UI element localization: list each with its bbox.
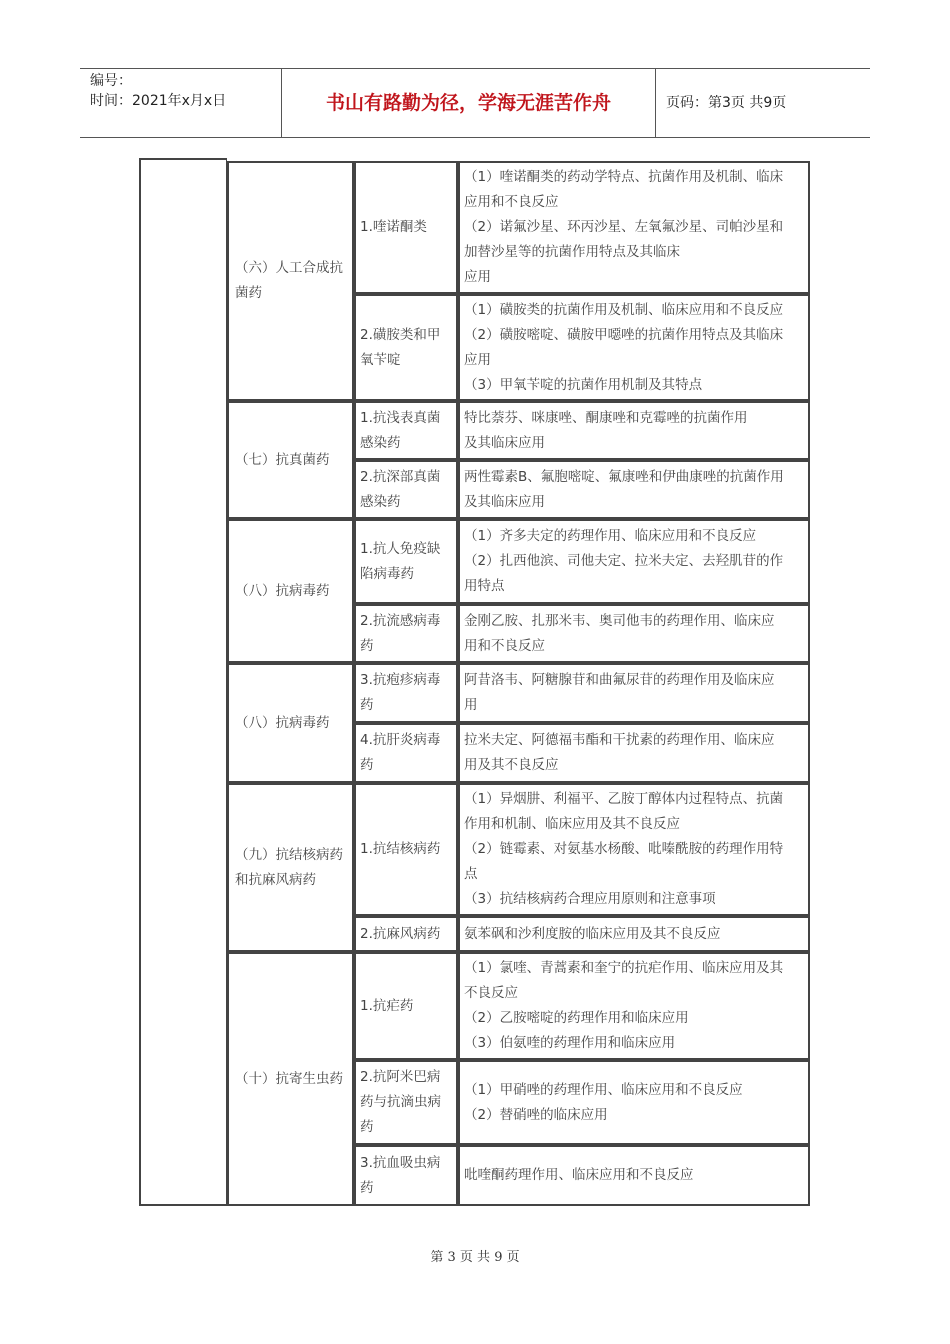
desc-text: 阿昔洛韦、阿糖腺苷和曲氟尿苷的药理作用及临床应 用 xyxy=(464,672,775,713)
desc-text: （1）喹诺酮类的药动学特点、抗菌作用及机制、临床 应用和不良反应 （2）诺氟沙星、环丙沙星、左氧氟沙星、司帕沙星和 加替沙星等的抗菌作用特点及其临床 应用 xyxy=(464,169,784,285)
desc-cell xyxy=(458,1060,810,1145)
category-cell: （七）抗真菌药 xyxy=(227,401,354,519)
desc-cell xyxy=(458,952,810,1060)
category-cell: （八）抗病毒药 xyxy=(227,519,354,663)
desc-text: 金刚乙胺、扎那米韦、奥司他韦的药理作用、临床应 用和不良反应 xyxy=(464,612,775,654)
desc-cell xyxy=(458,1145,810,1206)
item-cell: 2.抗麻风病药 xyxy=(354,916,458,952)
desc-cell xyxy=(458,916,810,952)
desc-cell xyxy=(458,401,810,460)
item-cell: 1.抗结核病药 xyxy=(354,783,458,916)
item-cell: 3.抗疱疹病毒药 xyxy=(354,663,458,723)
desc-cell xyxy=(458,519,810,604)
desc-text: （1）齐多夫定的药理作用、临床应用和不良反应 （2）扎西他滨、司他夫定、拉米夫定、去羟肌苷的作 用特点 xyxy=(464,528,784,594)
category-cell: （十）抗寄生虫药 xyxy=(227,952,354,1206)
desc-text: 氨苯砜和沙利度胺的临床应用及其不良反应 xyxy=(464,925,721,942)
desc-cell xyxy=(458,161,810,294)
desc-text: 拉米夫定、阿德福韦酯和干扰素的药理作用、临床应 用及其不良反应 xyxy=(464,732,775,773)
header-meta xyxy=(80,69,282,137)
item-cell: 2.抗深部真菌感染药 xyxy=(354,460,458,519)
desc-text: 两性霉素B、氟胞嘧啶、氟康唑和伊曲康唑的抗菌作用 及其临床应用 xyxy=(464,468,784,510)
item-cell: 1.抗浅表真菌感染药 xyxy=(354,401,458,460)
item-cell: 2.抗阿米巴病药与抗滴虫病药 xyxy=(354,1060,458,1145)
category-cell: （八）抗病毒药 xyxy=(227,663,354,783)
item-cell: 1.抗疟药 xyxy=(354,952,458,1060)
document-date: 时间：2021年x月x日 xyxy=(90,93,227,109)
item-cell: 2.磺胺类和甲氧苄啶 xyxy=(354,294,458,401)
category-cell: （六）人工合成抗菌药 xyxy=(227,161,354,401)
desc-cell xyxy=(458,604,810,663)
desc-cell xyxy=(458,783,810,916)
desc-cell xyxy=(458,663,810,723)
item-cell: 2.抗流感病毒药 xyxy=(354,604,458,663)
desc-cell xyxy=(458,723,810,783)
item-cell: 1.抗人免疫缺陷病毒药 xyxy=(354,519,458,604)
desc-text: 吡喹酮药理作用、临床应用和不良反应 xyxy=(464,1167,694,1183)
syllabus-table xyxy=(139,158,810,1206)
desc-text: 特比萘芬、咪康唑、酮康唑和克霉唑的抗菌作用 及其临床应用 xyxy=(464,409,748,451)
item-cell: 3.抗血吸虫病药 xyxy=(354,1145,458,1206)
header-page-number: 页码：第3页 共9页 xyxy=(666,95,787,111)
item-cell: 1.喹诺酮类 xyxy=(354,161,458,294)
desc-text: （1）磺胺类的抗菌作用及机制、临床应用和不良反应 （2）磺胺嘧啶、磺胺甲噁唑的抗菌作用特点及其临床 应用 （3）甲氧苄啶的抗菌作用机制及其特点 xyxy=(464,301,784,393)
desc-text: （1）异烟肼、利福平、乙胺丁醇体内过程特点、抗菌 作用和机制、临床应用及其不良反应 （2）链霉素、对氨基水杨酸、吡嗪酰胺的药理作用特 点 （3）抗结核病药合理应用原则和注意事项 xyxy=(464,791,784,907)
document-number: 编号： xyxy=(90,73,132,89)
header-motto: 书山有路勤为径，学海无涯苦作舟 xyxy=(282,69,656,137)
desc-cell xyxy=(458,294,810,401)
desc-text: （1）氯喹、青蒿素和奎宁的抗疟作用、临床应用及其 不良反应 （2）乙胺嘧啶的药理作用和临床应用 （3）伯氨喹的药理作用和临床应用 xyxy=(464,960,784,1051)
desc-cell xyxy=(458,460,810,519)
outer-left-column xyxy=(139,158,227,1206)
page-footer: 第 3 页 共 9 页 xyxy=(430,1250,520,1265)
category-cell: （九）抗结核病药和抗麻风病药 xyxy=(227,783,354,952)
page-header xyxy=(80,68,870,138)
item-cell: 4.抗肝炎病毒药 xyxy=(354,723,458,783)
desc-text: （1）甲硝唑的药理作用、临床应用和不良反应 （2）替硝唑的临床应用 xyxy=(464,1081,743,1123)
